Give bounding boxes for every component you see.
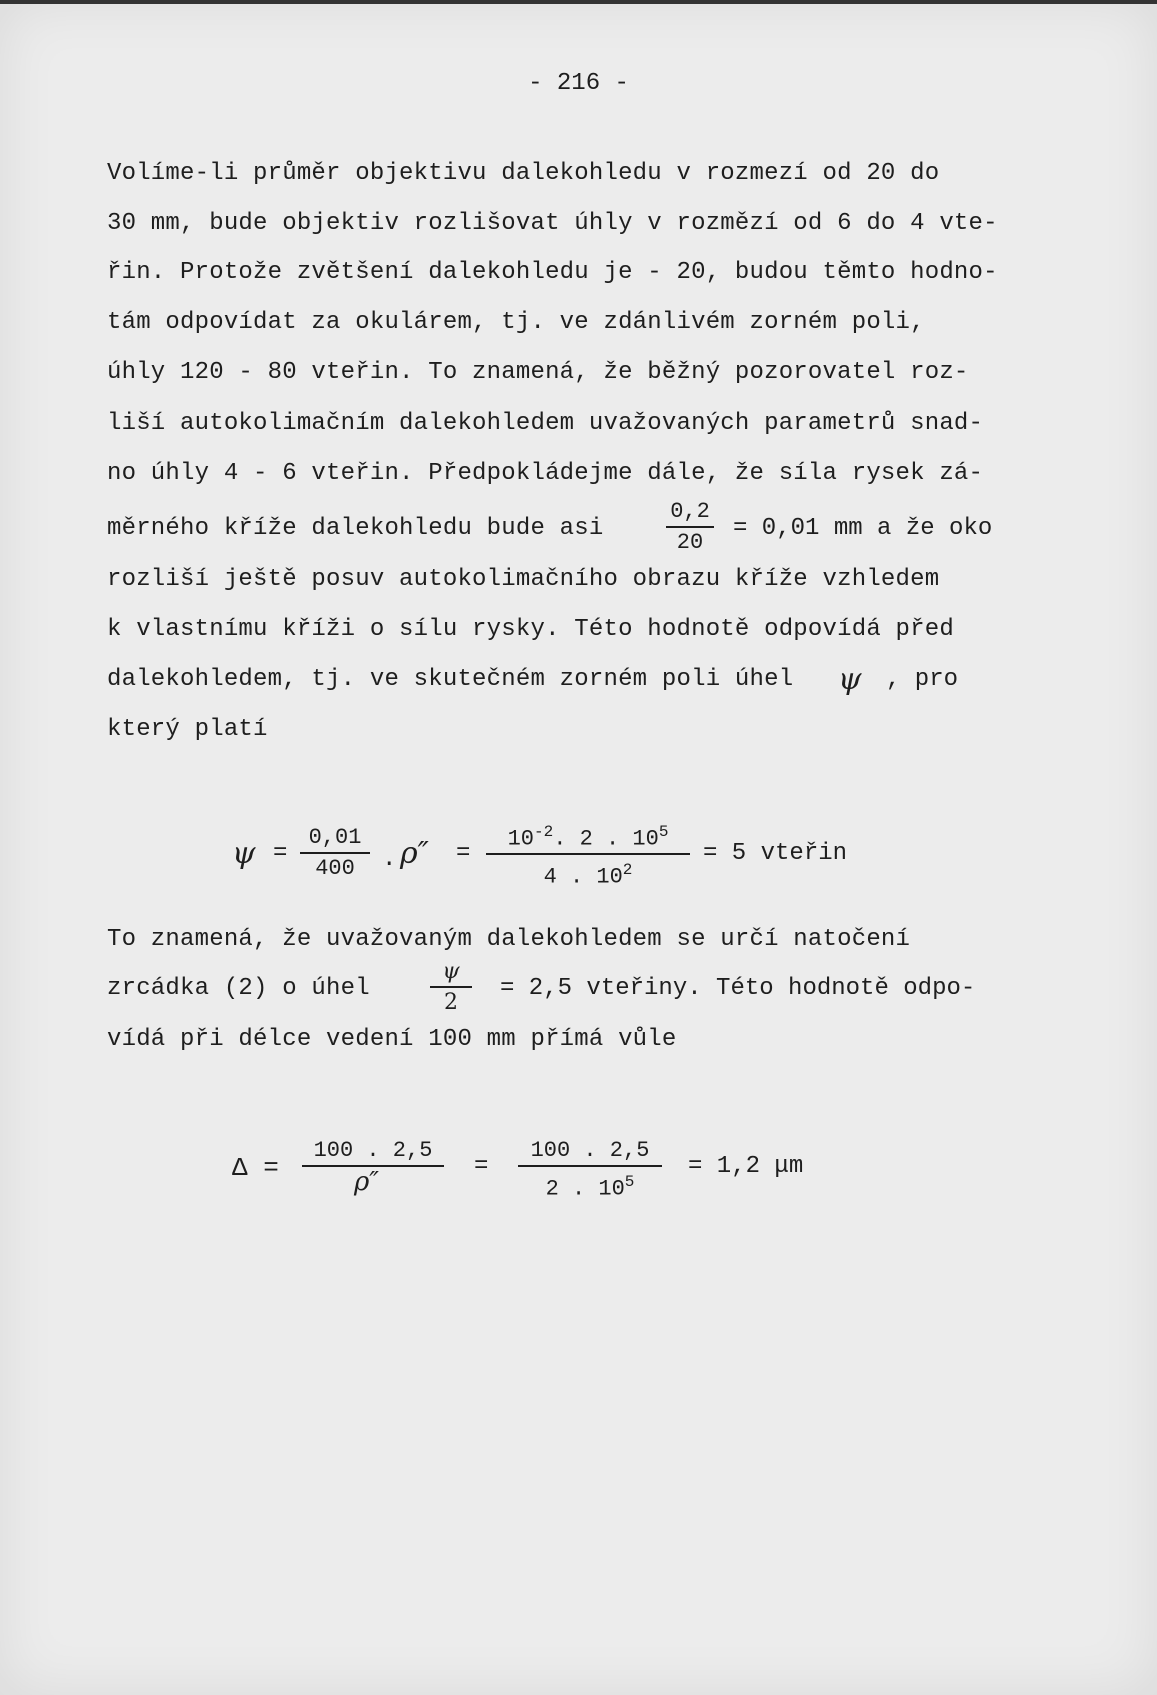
equals-sign: = (273, 840, 288, 867)
fraction (300, 824, 370, 884)
fraction-denominator (518, 1167, 662, 1204)
text-line: = 0,01 mm a že oko (733, 515, 993, 542)
page-number: - 216 - (528, 70, 629, 97)
text-line: vídá při délce vedení 100 mm přímá vůle (107, 1026, 677, 1053)
equation-result: = 1,2 μm (688, 1153, 804, 1180)
equals-sign: = (456, 840, 471, 867)
exponent: 2 (622, 861, 633, 880)
text-line: který platí (107, 716, 268, 743)
fraction-denominator: 400 (315, 856, 355, 881)
exponent: -2 (533, 823, 554, 841)
fraction-denominator (486, 855, 690, 892)
text-line: tám odpovídat za okulárem, tj. ve zdánlivém zorném poli, (107, 309, 925, 336)
fraction-numerator (486, 818, 690, 855)
text-line: k vlastnímu kříži o sílu rysky. Této hodnotě odpovídá před (107, 616, 954, 643)
text-line: měrného kříže dalekohledu bude asi (107, 515, 604, 542)
fraction (486, 818, 690, 893)
text-line: To znamená, že uvažovaným dalekohledem se určí natočení (107, 926, 911, 953)
text-line: dalekohledem, tj. ve skutečném zorném poli úhel (107, 666, 794, 693)
text-line: řin. Protože zvětšení dalekohledu je - 20, budou těmto hodno- (107, 259, 998, 286)
scan-top-edge (0, 0, 1157, 4)
text-line: rozliší ještě posuv autokolimačního obrazu kříže vzhledem (107, 566, 940, 593)
equation-lhs: ψ (232, 836, 256, 871)
rho-symbol: ρ″ (400, 836, 429, 871)
fraction-numerator: 100 . 2,5 (518, 1137, 662, 1167)
text-line: = 2,5 vteřiny. Této hodnotě odpo- (500, 975, 976, 1002)
fraction-denominator: 2 (444, 990, 458, 1015)
fraction (518, 1137, 662, 1204)
text-line: liší autokolimačním dalekohledem uvažovaných parametrů snad- (107, 410, 984, 437)
exponent: 5 (658, 823, 669, 841)
text-line: no úhly 4 - 6 vteřin. Předpokládejme dále, že síla rysek zá- (107, 460, 984, 487)
fraction (302, 1137, 444, 1197)
fraction-psi-half (430, 958, 472, 1018)
equation-lhs: Δ = (232, 1153, 279, 1183)
numerator-base: 10 (507, 826, 534, 852)
text-line: Volíme-li průměr objektivu dalekohledu v rozmezí od 20 do (107, 160, 940, 187)
psi-symbol: ψ (838, 662, 862, 697)
exponent: 5 (624, 1173, 635, 1191)
multiplication-dot: . (382, 846, 397, 873)
text-line: úhly 120 - 80 vteřin. To znamená, že běžný pozorovatel roz- (107, 359, 969, 386)
equals-sign: = (474, 1153, 489, 1180)
fraction-numerator: 100 . 2,5 (302, 1137, 444, 1167)
fraction-denominator: 20 (676, 530, 704, 555)
equation-result: = 5 vteřin (703, 840, 848, 867)
text-line: zrcádka (2) o úhel (107, 975, 370, 1002)
fraction-denominator: ρ″ (354, 1167, 379, 1197)
fraction-numerator: 0,2 (666, 498, 714, 528)
fraction-line-width (666, 498, 714, 558)
numerator-rest: . 2 . 10 (553, 826, 659, 852)
fraction-numerator: ψ (430, 958, 472, 988)
denominator-base: 4 . 10 (543, 864, 623, 890)
fraction-numerator: 0,01 (300, 824, 370, 854)
text-line: , pro (886, 666, 959, 693)
text-line: 30 mm, bude objektiv rozlišovat úhly v rozmězí od 6 do 4 vte- (107, 210, 998, 237)
denominator-base: 2 . 10 (545, 1176, 625, 1202)
